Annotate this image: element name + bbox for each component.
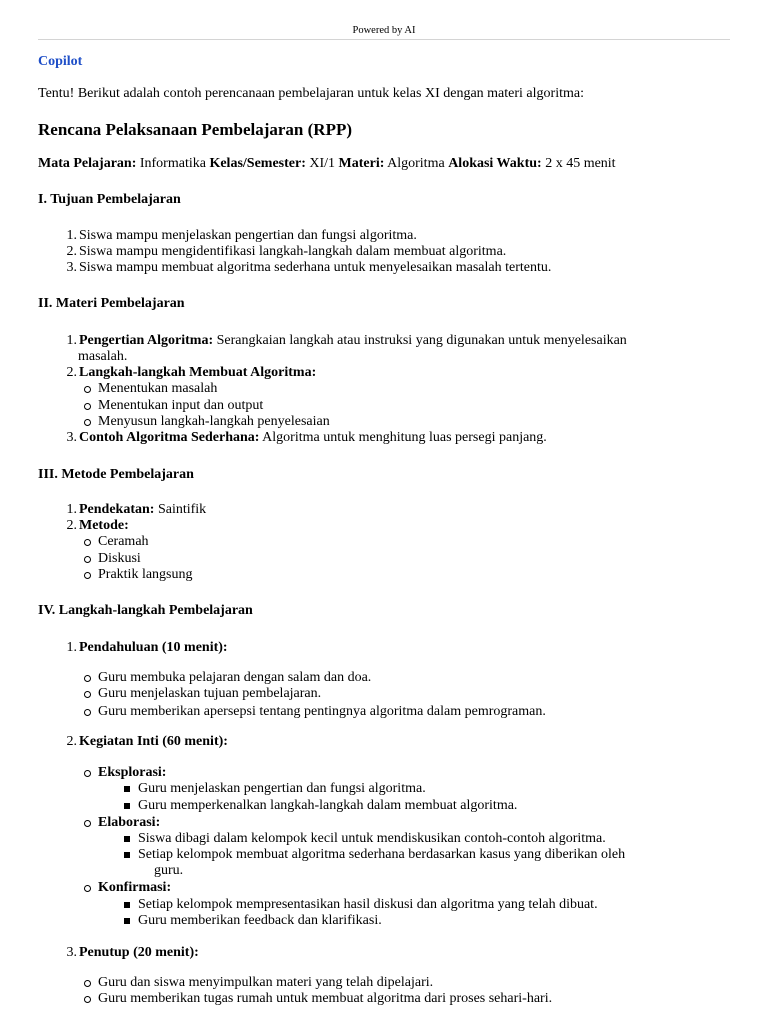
document-title: Rencana Pelaksanaan Pembelajaran (RPP): [38, 120, 353, 139]
nested-list-item: Guru memberikan feedback dan klarifikasi.: [138, 913, 382, 929]
list-item: 1. Pendahuluan (10 menit):: [66, 640, 228, 655]
list-item: 2. Langkah-langkah Membuat Algoritma:: [66, 365, 317, 380]
list-item: 2. Metode:: [66, 518, 129, 533]
list-item: 3. Siswa mampu membuat algoritma sederhana untuk menyelesaikan masalah tertentu.: [66, 260, 552, 275]
sub-list-item: Guru memberikan tugas rumah untuk membuat algoritma dari proses sehari-hari.: [98, 991, 552, 1007]
meta-line: [38, 156, 616, 172]
section-heading: IV. Langkah-langkah Pembelajaran: [38, 603, 253, 618]
section-heading: III. Metode Pembelajaran: [38, 467, 194, 482]
assistant-name: Copilot: [38, 54, 83, 69]
nested-list-item-continuation: guru.: [154, 863, 184, 878]
section-heading: II. Materi Pembelajaran: [38, 296, 185, 311]
sub-list-item: Ceramah: [98, 534, 149, 550]
list-item: 3. Penutup (20 menit):: [66, 945, 199, 960]
subject-value: Informatika: [136, 156, 210, 171]
sub-list-item: Praktik langsung: [98, 567, 193, 583]
sub-list-item: Konfirmasi:: [98, 880, 171, 896]
sub-list-item: Eksplorasi:: [98, 765, 166, 781]
sub-list-item: Menyusun langkah-langkah penyelesaian: [98, 414, 330, 430]
class-value: XI/1: [305, 156, 339, 171]
material-label: Materi:: [338, 156, 385, 171]
sub-list-item: Guru menjelaskan tujuan pembelajaran.: [98, 686, 321, 702]
sub-list-item: Menentukan masalah: [98, 381, 217, 397]
time-value: 2 x 45 menit: [541, 156, 616, 171]
nested-list-item: Setiap kelompok membuat algoritma sederhana berdasarkan kasus yang diberikan oleh: [138, 847, 625, 863]
nested-list-item: Setiap kelompok mempresentasikan hasil diskusi dan algoritma yang telah dibuat.: [138, 897, 598, 913]
section-heading: I. Tujuan Pembelajaran: [38, 192, 181, 207]
list-item-continuation: masalah.: [78, 349, 128, 364]
sub-list-item: Guru dan siswa menyimpulkan materi yang telah dipelajari.: [98, 975, 433, 991]
sub-list-item: Diskusi: [98, 551, 141, 567]
sub-list-item: Guru memberikan apersepsi tentang pentingnya algoritma dalam pemrograman.: [98, 704, 546, 720]
list-item: 1. Pendekatan: Saintifik: [66, 502, 207, 517]
sub-list-item: Guru membuka pelajaran dengan salam dan doa.: [98, 670, 371, 686]
nested-list-item: Siswa dibagi dalam kelompok kecil untuk mendiskusikan contoh-contoh algoritma.: [138, 831, 606, 847]
material-value: Algoritma: [384, 156, 449, 171]
subject-label: Mata Pelajaran:: [38, 156, 137, 171]
list-item: 2. Kegiatan Inti (60 menit):: [66, 734, 228, 749]
list-item: 1. Pengertian Algoritma: Serangkaian langkah atau instruksi yang digunakan untuk menyelesaikan: [66, 333, 627, 348]
list-item: 3. Contoh Algoritma Sederhana: Algoritma untuk menghitung luas persegi panjang.: [66, 430, 547, 445]
nested-list-item: Guru menjelaskan pengertian dan fungsi algoritma.: [138, 781, 426, 797]
list-item: 1. Siswa mampu menjelaskan pengertian dan fungsi algoritma.: [66, 228, 417, 243]
sub-list-item: Menentukan input dan output: [98, 398, 263, 414]
sub-list-item: Elaborasi:: [98, 815, 160, 831]
powered-by-header: Powered by AI: [352, 25, 416, 36]
intro-text: Tentu! Berikut adalah contoh perencanaan pembelajaran untuk kelas XI dengan materi algoritma:: [38, 86, 584, 101]
nested-list-item: Guru memperkenalkan langkah-langkah dalam membuat algoritma.: [138, 798, 517, 814]
header-divider: [38, 39, 730, 40]
list-item: 2. Siswa mampu mengidentifikasi langkah-langkah dalam membuat algoritma.: [66, 244, 507, 259]
class-label: Kelas/Semester:: [209, 156, 306, 171]
time-label: Alokasi Waktu:: [448, 156, 542, 171]
